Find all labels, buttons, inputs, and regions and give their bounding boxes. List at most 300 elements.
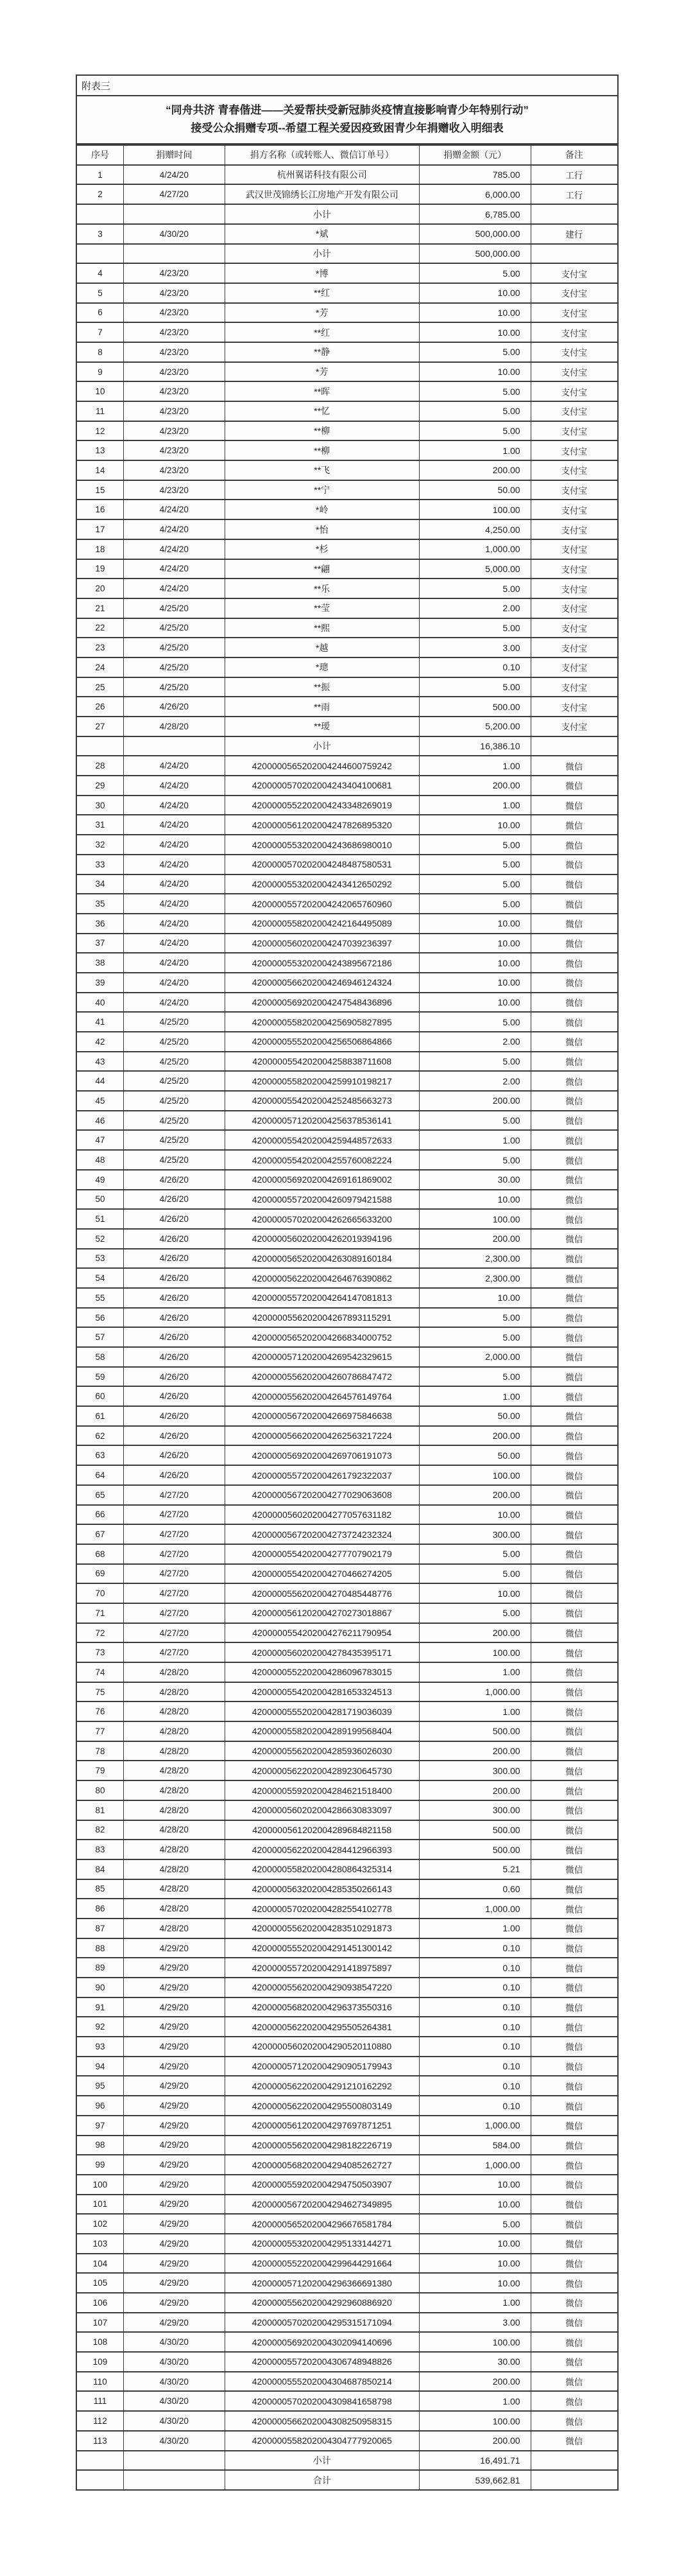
table-row: [76, 342, 618, 362]
cell-amount: 10.00: [419, 283, 531, 303]
cell-donor: 4200000560202004277057631182: [225, 1505, 419, 1525]
cell-date: 4/25/20: [123, 1032, 225, 1052]
table-row: [76, 815, 618, 835]
cell-amount: 0.10: [419, 2057, 531, 2076]
cell-serial: 109: [76, 2352, 123, 2372]
cell-note: 微信: [531, 1564, 618, 1584]
cell-donor: **飞: [225, 460, 419, 480]
cell-serial: 65: [76, 1485, 123, 1505]
cell-serial: 85: [76, 1879, 123, 1899]
cell-donor: 4200000562202004295505264381: [225, 2017, 419, 2037]
cell-serial: 102: [76, 2214, 123, 2234]
cell-amount: 5.21: [419, 1859, 531, 1879]
cell-donor: 4200000567202004273724232324: [225, 1524, 419, 1544]
cell-amount: 1.00: [419, 2293, 531, 2313]
cell-date: 4/25/20: [123, 1130, 225, 1150]
cell-serial: 67: [76, 1524, 123, 1544]
cell-note: 微信: [531, 1288, 618, 1308]
cell-serial: 20: [76, 579, 123, 598]
cell-donor: 4200000553202004243412650292: [225, 875, 419, 894]
cell-date: 4/28/20: [123, 1879, 225, 1899]
cell-date: 4/26/20: [123, 1386, 225, 1406]
cell-donor: **宁: [225, 480, 419, 500]
table-row: [76, 263, 618, 283]
cell-date: 4/29/20: [123, 2293, 225, 2313]
cell-date: 4/24/20: [123, 165, 225, 185]
cell-amount: 5.00: [419, 1052, 531, 1072]
cell-amount: 0.10: [419, 2076, 531, 2096]
cell-note: 微信: [531, 1800, 618, 1820]
cell-donor: 小计: [225, 204, 419, 224]
cell-amount: 50.00: [419, 1445, 531, 1465]
cell-amount: 100.00: [419, 1209, 531, 1229]
cell-date: 4/24/20: [123, 934, 225, 953]
table-row: [76, 1820, 618, 1840]
cell-serial: 46: [76, 1111, 123, 1131]
table-row: [76, 2254, 618, 2274]
cell-donor: 4200000567202004277029063608: [225, 1485, 419, 1505]
cell-donor: 4200000554202004258838711608: [225, 1052, 419, 1072]
cell-serial: 58: [76, 1347, 123, 1367]
table-row: [76, 1919, 618, 1938]
cell-amount: 1.00: [419, 1130, 531, 1150]
cell-serial: 35: [76, 894, 123, 914]
cell-date: 4/26/20: [123, 1465, 225, 1485]
cell-donor: 4200000555202004281719036039: [225, 1701, 419, 1721]
cell-serial: 101: [76, 2195, 123, 2215]
table-row: [76, 184, 618, 204]
cell-donor: **静: [225, 342, 419, 362]
cell-amount: 50.00: [419, 480, 531, 500]
cell-serial: 19: [76, 559, 123, 579]
cell-donor: 4200000569202004269706191073: [225, 1445, 419, 1465]
cell-donor: 4200000553202004243686980010: [225, 835, 419, 855]
cell-amount: 200.00: [419, 1485, 531, 1505]
cell-amount: 584.00: [419, 2136, 531, 2155]
cell-amount: 16,491.71: [419, 2451, 531, 2471]
cell-donor: 4200000570202004282554102778: [225, 1899, 419, 1919]
cell-donor: 4200000570202004309841658798: [225, 2391, 419, 2411]
cell-donor: *越: [225, 638, 419, 657]
cell-amount: 785.00: [419, 165, 531, 185]
cell-amount: 5.00: [419, 2214, 531, 2234]
cell-amount: 1.00: [419, 1701, 531, 1721]
cell-amount: 10.00: [419, 1583, 531, 1603]
cell-note: 支付宝: [531, 697, 618, 717]
table-row: [76, 1938, 618, 1958]
cell-amount: 30.00: [419, 2352, 531, 2372]
cell-donor: *芳: [225, 362, 419, 382]
cell-donor: 4200000568202004294085262727: [225, 2155, 419, 2175]
cell-donor: 4200000554202004255760082224: [225, 1150, 419, 1170]
cell-note: [531, 736, 618, 756]
table-row: [76, 401, 618, 421]
cell-serial: 97: [76, 2116, 123, 2136]
cell-date: 4/29/20: [123, 2254, 225, 2274]
cell-date: 4/28/20: [123, 1761, 225, 1780]
cell-note: 微信: [531, 1958, 618, 1978]
table-row: [76, 1308, 618, 1328]
cell-date: 4/26/20: [123, 1170, 225, 1190]
cell-date: 4/24/20: [123, 835, 225, 855]
table-row: [76, 2175, 618, 2195]
cell-note: 微信: [531, 1840, 618, 1859]
cell-amount: 5.00: [419, 381, 531, 401]
cell-date: 4/23/20: [123, 263, 225, 283]
cell-note: 微信: [531, 2372, 618, 2392]
table-row: [76, 1150, 618, 1170]
table-row: [76, 1642, 618, 1662]
cell-donor: 4200000556202004264576149764: [225, 1386, 419, 1406]
table-row: [76, 875, 618, 894]
cell-serial: 66: [76, 1505, 123, 1525]
cell-amount: 1.00: [419, 1919, 531, 1938]
cell-note: 支付宝: [531, 421, 618, 441]
table-row: [76, 1190, 618, 1210]
cell-amount: 200.00: [419, 460, 531, 480]
cell-note: 支付宝: [531, 283, 618, 303]
table-row: [76, 1386, 618, 1406]
cell-amount: 0.60: [419, 1879, 531, 1899]
table-row: [76, 1583, 618, 1603]
cell-serial: 63: [76, 1445, 123, 1465]
table-row: [76, 2293, 618, 2313]
table-row: [76, 1840, 618, 1859]
cell-amount: 2.00: [419, 1071, 531, 1091]
cell-date: 4/29/20: [123, 2116, 225, 2136]
cell-note: 微信: [531, 2332, 618, 2352]
cell-serial: 64: [76, 1465, 123, 1485]
cell-serial: 111: [76, 2391, 123, 2411]
cell-date: 4/27/20: [123, 1524, 225, 1544]
cell-date: 4/25/20: [123, 677, 225, 697]
cell-note: 微信: [531, 973, 618, 993]
cell-donor: 4200000562202004291210162292: [225, 2076, 419, 2096]
cell-serial: 60: [76, 1386, 123, 1406]
cell-date: 4/23/20: [123, 480, 225, 500]
cell-amount: 200.00: [419, 2431, 531, 2451]
table-row: [76, 2391, 618, 2411]
cell-amount: 5.00: [419, 421, 531, 441]
cell-donor: **瑷: [225, 717, 419, 736]
table-row: [76, 1229, 618, 1249]
cell-donor: 4200000556202004290938547220: [225, 1978, 419, 1997]
cell-serial: 56: [76, 1308, 123, 1328]
cell-note: 微信: [531, 2017, 618, 2037]
cell-note: 微信: [531, 1919, 618, 1938]
cell-note: 微信: [531, 1052, 618, 1072]
cell-amount: 100.00: [419, 2411, 531, 2431]
table-row: [76, 1111, 618, 1131]
cell-note: 微信: [531, 1091, 618, 1111]
cell-note: 微信: [531, 815, 618, 835]
table-row: [76, 1800, 618, 1820]
cell-note: 微信: [531, 1445, 618, 1465]
cell-serial: 88: [76, 1938, 123, 1958]
cell-note: 微信: [531, 2254, 618, 2274]
cell-date: 4/28/20: [123, 1859, 225, 1879]
table-row: [76, 657, 618, 677]
cell-date: 4/27/20: [123, 1564, 225, 1584]
cell-date: 4/29/20: [123, 2234, 225, 2254]
cell-date: 4/24/20: [123, 993, 225, 1013]
cell-donor: 4200000570202004295315171094: [225, 2313, 419, 2333]
cell-note: 微信: [531, 1150, 618, 1170]
table-row: [76, 539, 618, 559]
cell-donor: 4200000556202004260786847472: [225, 1367, 419, 1387]
cell-note: 微信: [531, 1229, 618, 1249]
cell-amount: 0.10: [419, 2017, 531, 2037]
cell-note: 微信: [531, 835, 618, 855]
cell-amount: 500.00: [419, 1840, 531, 1859]
cell-amount: 200.00: [419, 2372, 531, 2392]
cell-amount: 10.00: [419, 993, 531, 1013]
table-row: [76, 440, 618, 460]
cell-donor: 4200000561202004270273018867: [225, 1603, 419, 1623]
cell-serial: 2: [76, 184, 123, 204]
cell-date: 4/24/20: [123, 894, 225, 914]
cell-date: 4/27/20: [123, 1642, 225, 1662]
table-row: [76, 165, 618, 185]
cell-date: 4/26/20: [123, 1308, 225, 1328]
cell-amount: 5,000.00: [419, 559, 531, 579]
cell-donor: 4200000571202004290905179943: [225, 2057, 419, 2076]
cell-serial: 100: [76, 2175, 123, 2195]
cell-serial: 41: [76, 1012, 123, 1032]
cell-amount: 6,785.00: [419, 204, 531, 224]
cell-amount: 4,250.00: [419, 519, 531, 539]
cell-amount: 0.10: [419, 1978, 531, 1997]
table-row: [76, 1859, 618, 1879]
cell-serial: 33: [76, 855, 123, 875]
table-row: [76, 283, 618, 303]
cell-date: 4/29/20: [123, 1958, 225, 1978]
cell-date: 4/24/20: [123, 559, 225, 579]
cell-amount: 10.00: [419, 2273, 531, 2293]
cell-date: 4/28/20: [123, 1662, 225, 1682]
cell-amount: 300.00: [419, 1524, 531, 1544]
cell-donor: 4200000552202004299644291664: [225, 2254, 419, 2274]
cell-amount: 100.00: [419, 1642, 531, 1662]
table-row: [76, 421, 618, 441]
cell-amount: 1,000.00: [419, 2116, 531, 2136]
cell-note: 微信: [531, 1938, 618, 1958]
table-row: [76, 598, 618, 618]
cell-serial: 70: [76, 1583, 123, 1603]
cell-serial: 75: [76, 1682, 123, 1702]
cell-donor: 4200000561202004247826895320: [225, 815, 419, 835]
table-row: [76, 855, 618, 875]
cell-note: 微信: [531, 1682, 618, 1702]
table-row: [76, 1091, 618, 1111]
table-row: [76, 1327, 618, 1347]
cell-date: 4/23/20: [123, 401, 225, 421]
cell-note: 微信: [531, 1032, 618, 1052]
cell-date: 4/26/20: [123, 1367, 225, 1387]
cell-date: 4/24/20: [123, 500, 225, 519]
cell-serial: 28: [76, 756, 123, 776]
cell-date: 4/27/20: [123, 1603, 225, 1623]
cell-amount: 0.10: [419, 1958, 531, 1978]
cell-donor: 4200000570202004262665633200: [225, 1209, 419, 1229]
table-row: [76, 2273, 618, 2293]
cell-note: 微信: [531, 1386, 618, 1406]
cell-note: 微信: [531, 1111, 618, 1131]
cell-note: 支付宝: [531, 440, 618, 460]
cell-donor: 4200000553202004243895672186: [225, 953, 419, 973]
table-row: [76, 776, 618, 796]
table-row: [76, 1623, 618, 1643]
cell-note: 支付宝: [531, 677, 618, 697]
cell-serial: 18: [76, 539, 123, 559]
cell-date: 4/23/20: [123, 303, 225, 323]
cell-date: 4/25/20: [123, 1012, 225, 1032]
cell-donor: 4200000558202004280864325314: [225, 1859, 419, 1879]
table-row: [76, 1071, 618, 1091]
cell-donor: 4200000571202004269542329615: [225, 1347, 419, 1367]
cell-serial: 16: [76, 500, 123, 519]
cell-donor: 4200000557202004242065760960: [225, 894, 419, 914]
cell-serial: [76, 204, 123, 224]
cell-serial: 54: [76, 1268, 123, 1288]
table-row: [76, 1741, 618, 1761]
cell-note: 微信: [531, 2234, 618, 2254]
cell-donor: 4200000558202004289199568404: [225, 1721, 419, 1741]
cell-amount: 5.00: [419, 1564, 531, 1584]
cell-date: 4/30/20: [123, 224, 225, 244]
table-row: [76, 1505, 618, 1525]
cell-amount: 5.00: [419, 1150, 531, 1170]
table-row: [76, 1268, 618, 1288]
cell-date: 4/29/20: [123, 2175, 225, 2195]
cell-note: 微信: [531, 1997, 618, 2017]
cell-note: 微信: [531, 756, 618, 776]
cell-amount: 2.00: [419, 598, 531, 618]
cell-amount: 200.00: [419, 776, 531, 796]
table-row: [76, 1780, 618, 1800]
table-row: [76, 2431, 618, 2451]
cell-note: 支付宝: [531, 362, 618, 382]
cell-donor: *岭: [225, 500, 419, 519]
table-row: [76, 1701, 618, 1721]
cell-serial: [76, 2470, 123, 2490]
cell-date: 4/26/20: [123, 1249, 225, 1269]
cell-donor: *斌: [225, 224, 419, 244]
cell-date: 4/28/20: [123, 1820, 225, 1840]
cell-note: 微信: [531, 855, 618, 875]
cell-donor: 4200000568202004296373550316: [225, 1997, 419, 2017]
cell-amount: 10.00: [419, 303, 531, 323]
cell-serial: 84: [76, 1859, 123, 1879]
cell-donor: 4200000563202004285350266143: [225, 1879, 419, 1899]
cell-note: 微信: [531, 1662, 618, 1682]
table-row: [76, 618, 618, 638]
cell-donor: **振: [225, 677, 419, 697]
cell-donor: **翩: [225, 559, 419, 579]
cell-note: 微信: [531, 2057, 618, 2076]
cell-amount: 200.00: [419, 1426, 531, 1446]
table-row: [76, 2234, 618, 2254]
table-row: [76, 2411, 618, 2431]
cell-amount: 300.00: [419, 1761, 531, 1780]
cell-donor: 4200000571202004256378536141: [225, 1111, 419, 1131]
column-header: 备注: [531, 145, 618, 165]
cell-amount: 5.00: [419, 579, 531, 598]
cell-note: [531, 204, 618, 224]
cell-serial: 106: [76, 2293, 123, 2313]
cell-date: 4/28/20: [123, 1919, 225, 1938]
cell-donor: 4200000560202004278435395171: [225, 1642, 419, 1662]
cell-date: 4/24/20: [123, 796, 225, 815]
cell-serial: 112: [76, 2411, 123, 2431]
cell-note: 微信: [531, 2096, 618, 2116]
table-row: [76, 1879, 618, 1899]
cell-serial: 27: [76, 717, 123, 736]
cell-note: 支付宝: [531, 638, 618, 657]
cell-donor: 4200000562202004284412966393: [225, 1840, 419, 1859]
cell-amount: 10.00: [419, 2234, 531, 2254]
total-row: [76, 2470, 618, 2490]
cell-donor: 4200000569202004302094140696: [225, 2332, 419, 2352]
cell-date: 4/26/20: [123, 1347, 225, 1367]
cell-note: 微信: [531, 1623, 618, 1643]
cell-note: 支付宝: [531, 401, 618, 421]
cell-date: 4/25/20: [123, 1150, 225, 1170]
cell-amount: 1.00: [419, 796, 531, 815]
cell-date: 4/25/20: [123, 618, 225, 638]
cell-donor: 4200000566202004246946124324: [225, 973, 419, 993]
cell-date: 4/29/20: [123, 2273, 225, 2293]
cell-serial: 14: [76, 460, 123, 480]
cell-date: 4/28/20: [123, 1800, 225, 1820]
cell-donor: **晖: [225, 381, 419, 401]
cell-date: 4/25/20: [123, 638, 225, 657]
cell-amount: 200.00: [419, 1780, 531, 1800]
cell-donor: **红: [225, 322, 419, 342]
subtotal-row: [76, 736, 618, 756]
cell-date: 4/24/20: [123, 519, 225, 539]
cell-note: 微信: [531, 1347, 618, 1367]
cell-date: 4/29/20: [123, 1997, 225, 2017]
cell-serial: [76, 2451, 123, 2471]
cell-amount: 500.00: [419, 1820, 531, 1840]
cell-note: 微信: [531, 894, 618, 914]
table-row: [76, 638, 618, 657]
cell-donor: 4200000560202004290520110880: [225, 2037, 419, 2057]
cell-serial: 99: [76, 2155, 123, 2175]
cell-donor: 4200000552202004243348269019: [225, 796, 419, 815]
cell-serial: 13: [76, 440, 123, 460]
cell-donor: 4200000569202004269161869002: [225, 1170, 419, 1190]
cell-date: 4/23/20: [123, 362, 225, 382]
cell-serial: 51: [76, 1209, 123, 1229]
cell-note: 支付宝: [531, 559, 618, 579]
cell-note: 微信: [531, 2175, 618, 2195]
cell-note: 工行: [531, 165, 618, 185]
cell-donor: **莹: [225, 598, 419, 618]
cell-date: 4/28/20: [123, 717, 225, 736]
cell-donor: 4200000566202004308250958315: [225, 2411, 419, 2431]
cell-amount: 500.00: [419, 1721, 531, 1741]
cell-note: 微信: [531, 2411, 618, 2431]
cell-donor: 4200000553202004295133144271: [225, 2234, 419, 2254]
cell-note: 支付宝: [531, 657, 618, 677]
cell-note: [531, 2470, 618, 2490]
cell-date: 4/23/20: [123, 440, 225, 460]
cell-donor: 4200000554202004270466274205: [225, 1564, 419, 1584]
cell-date: 4/26/20: [123, 1268, 225, 1288]
cell-note: 支付宝: [531, 579, 618, 598]
